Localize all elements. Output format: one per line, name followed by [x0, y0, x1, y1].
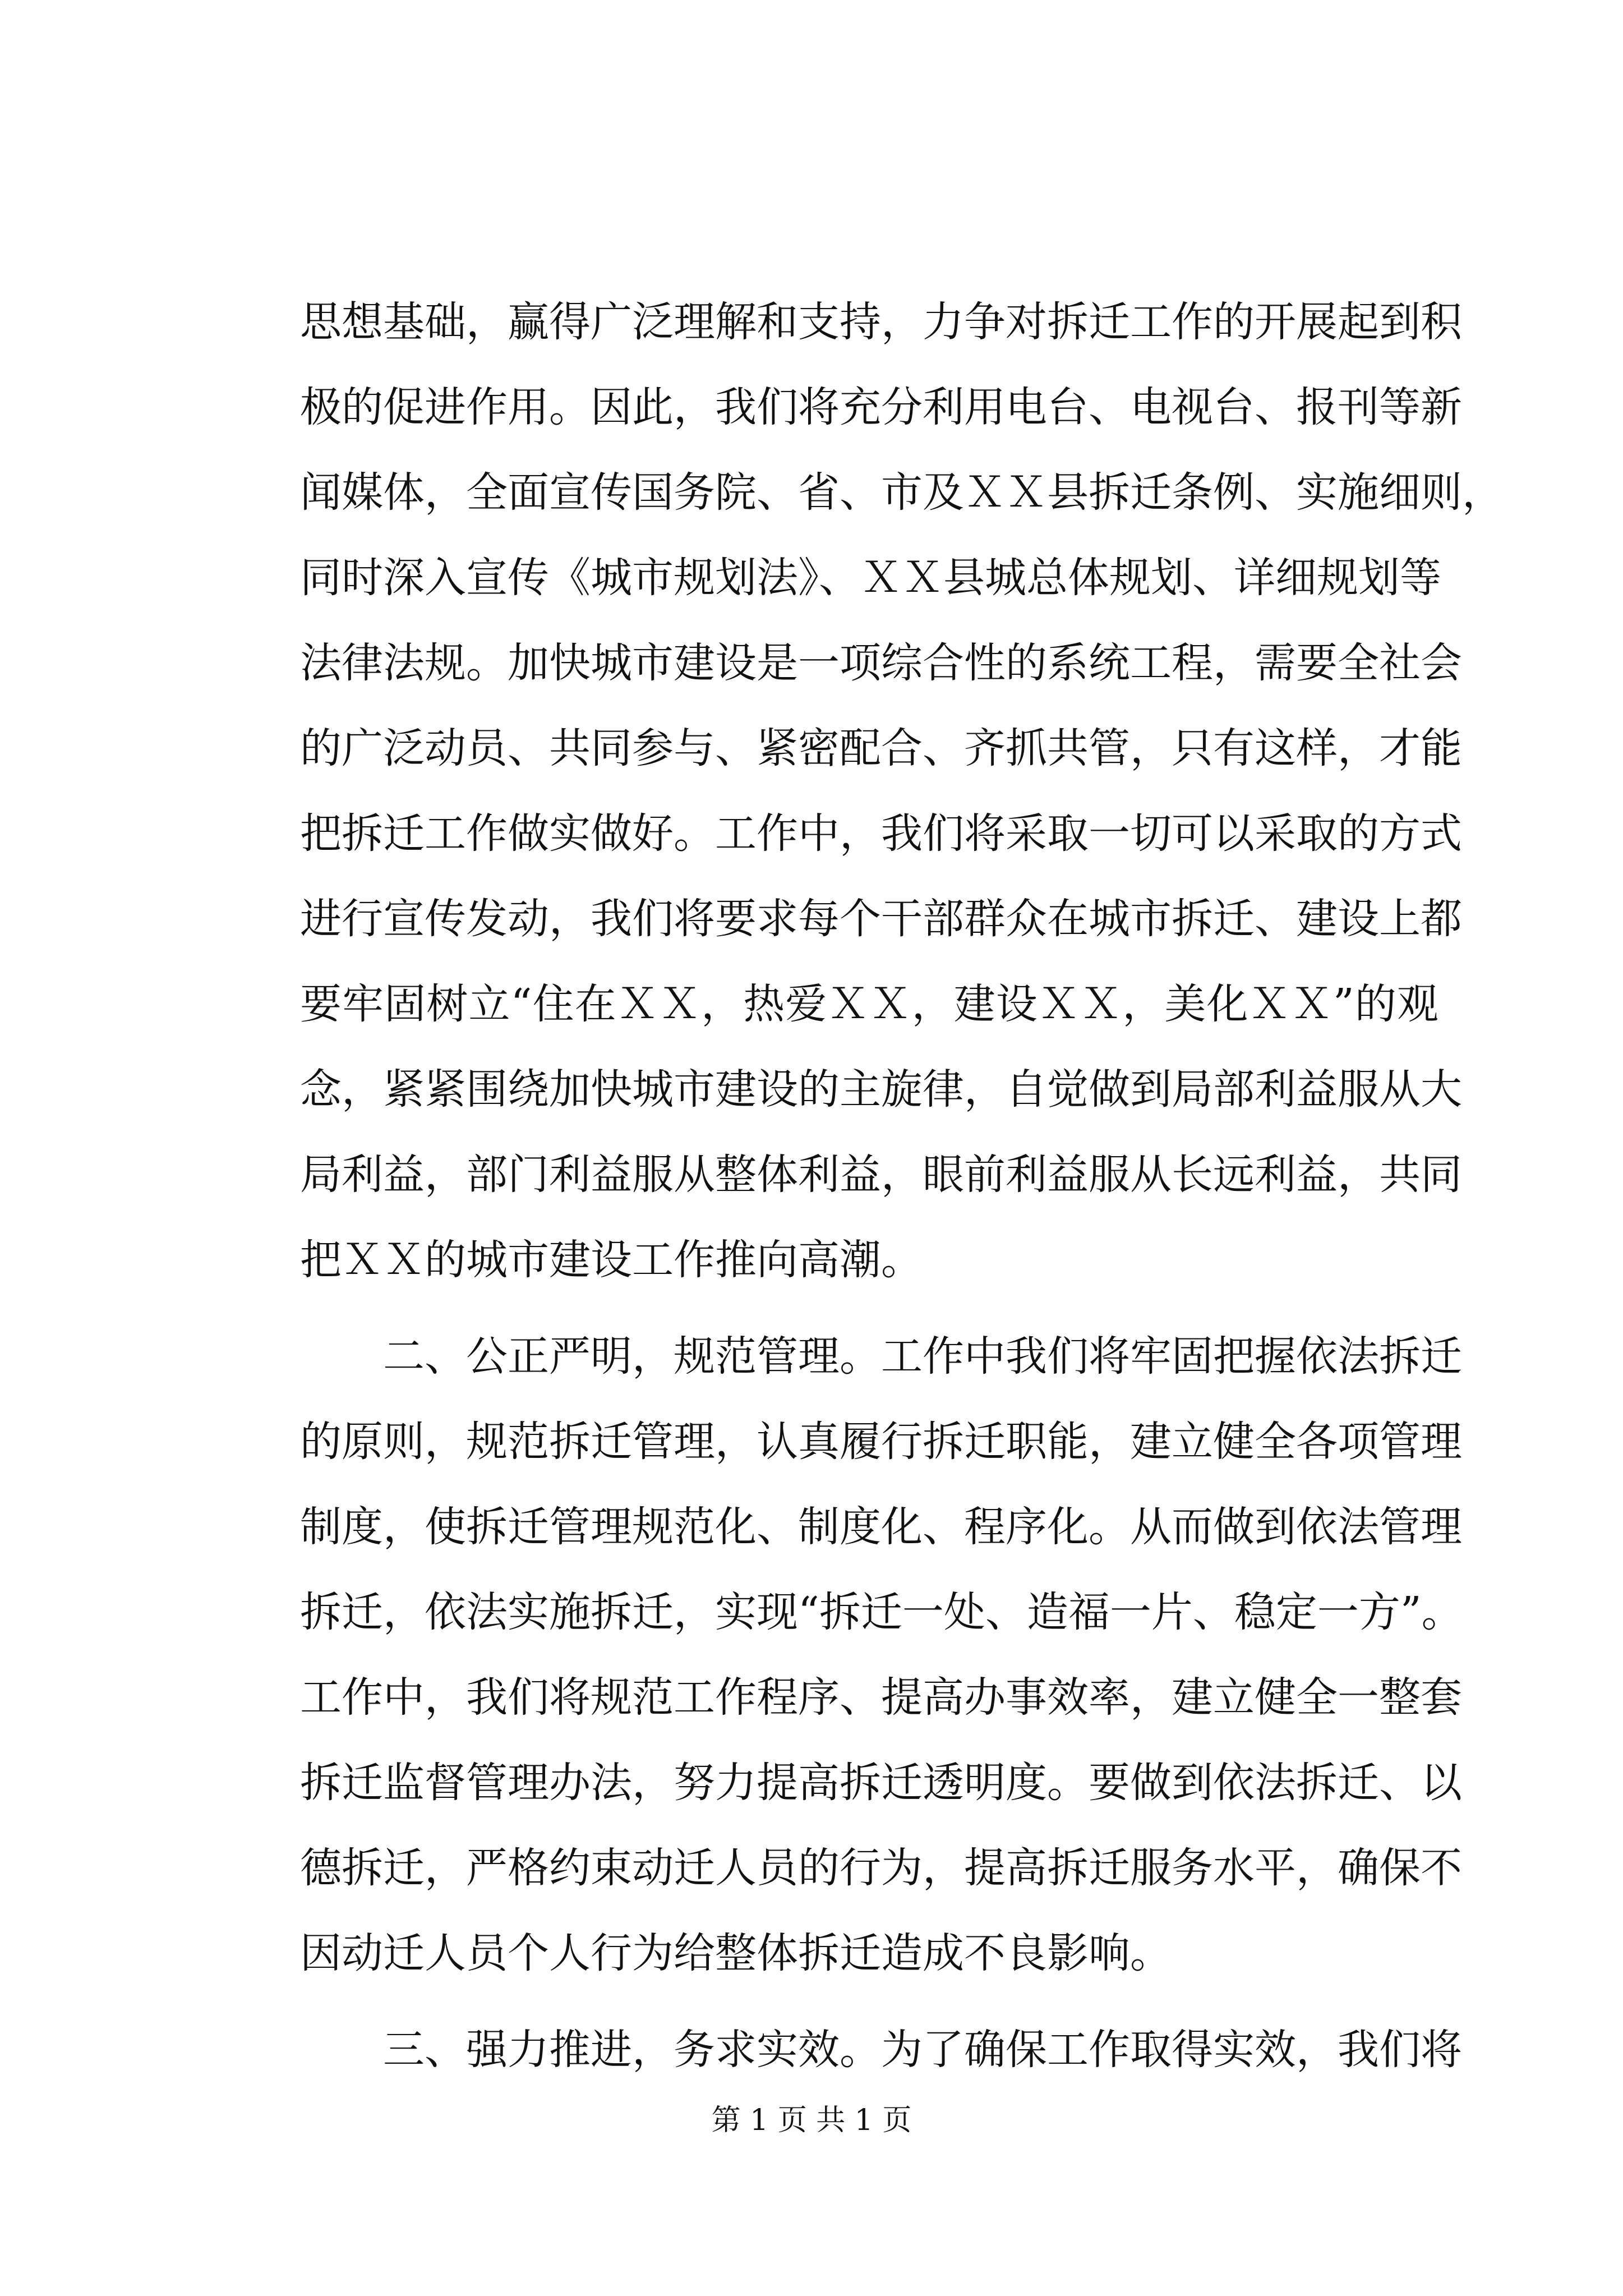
- paragraph: [300, 2007, 1462, 2092]
- paragraph-gap: [300, 1996, 1438, 2007]
- text-line: 极的促进作用。因此，我们将充分利用电台、电视台、报刊等新: [300, 383, 1462, 431]
- text-line: 二、公正严明，规范管理。工作中我们将牢固把握依法拆迁: [300, 1332, 1462, 1381]
- page-footer: 第 1 页 共 1 页: [711, 2104, 912, 2137]
- text-line: 闻媒体，全面宣传国务院、省、市及ＸＸ县拆迁条例、实施细则，: [300, 468, 1504, 517]
- text-line: 制度，使拆迁管理规范化、制度化、程序化。从而做到依法管理: [300, 1503, 1462, 1551]
- text-line: 因动迁人员个人行为给整体拆迁造成不良影响。: [300, 1929, 1172, 1977]
- text-line: 局利益，部门利益服从整体利益，眼前利益服从长远利益，共同: [300, 1151, 1462, 1199]
- text-line: 把ＸＸ的城市建设工作推向高潮。: [300, 1236, 923, 1284]
- text-line: 进行宣传发动，我们将要求每个干部群众在城市拆迁、建设上都: [300, 895, 1462, 943]
- paragraph-gap: [300, 1303, 1438, 1314]
- text-line: 的原则，规范拆迁管理，认真履行拆迁职能，建立健全各项管理: [300, 1418, 1462, 1466]
- text-line: 法律法规。加快城市建设是一项综合性的系统工程，需要全社会: [300, 639, 1462, 687]
- paragraph: [300, 279, 1504, 1303]
- text-line: 要牢固树立“住在ＸＸ，热爱ＸＸ，建设ＸＸ，美化ＸＸ”的观: [300, 980, 1438, 1028]
- text-line: 思想基础，赢得广泛理解和支持，力争对拆迁工作的开展起到积: [300, 298, 1462, 346]
- text-line: 德拆迁，严格约束动迁人员的行为，提高拆迁服务水平，确保不: [300, 1844, 1462, 1892]
- paragraph: [300, 1314, 1463, 1996]
- text-line: 工作中，我们将规范工作程序、提高办事效率，建立健全一整套: [300, 1673, 1462, 1722]
- text-line: 念，紧紧围绕加快城市建设的主旋律，自觉做到局部利益服从大: [300, 1065, 1462, 1114]
- text-line: 把拆迁工作做实做好。工作中，我们将采取一切可以采取的方式: [300, 809, 1462, 858]
- document-body: [300, 279, 1504, 2092]
- text-line: 同时深入宣传《城市规划法》、ＸＸ县城总体规划、详细规划等: [300, 554, 1441, 602]
- text-line: 的广泛动员、共同参与、紧密配合、齐抓共管，只有这样，才能: [300, 724, 1462, 772]
- text-line: 三、强力推进，务求实效。为了确保工作取得实效，我们将: [300, 2026, 1462, 2074]
- text-line: 拆迁，依法实施拆迁，实现“拆迁一处、造福一片、稳定一方”。: [300, 1588, 1463, 1636]
- text-line: 拆迁监督管理办法，努力提高拆迁透明度。要做到依法拆迁、以: [300, 1759, 1462, 1807]
